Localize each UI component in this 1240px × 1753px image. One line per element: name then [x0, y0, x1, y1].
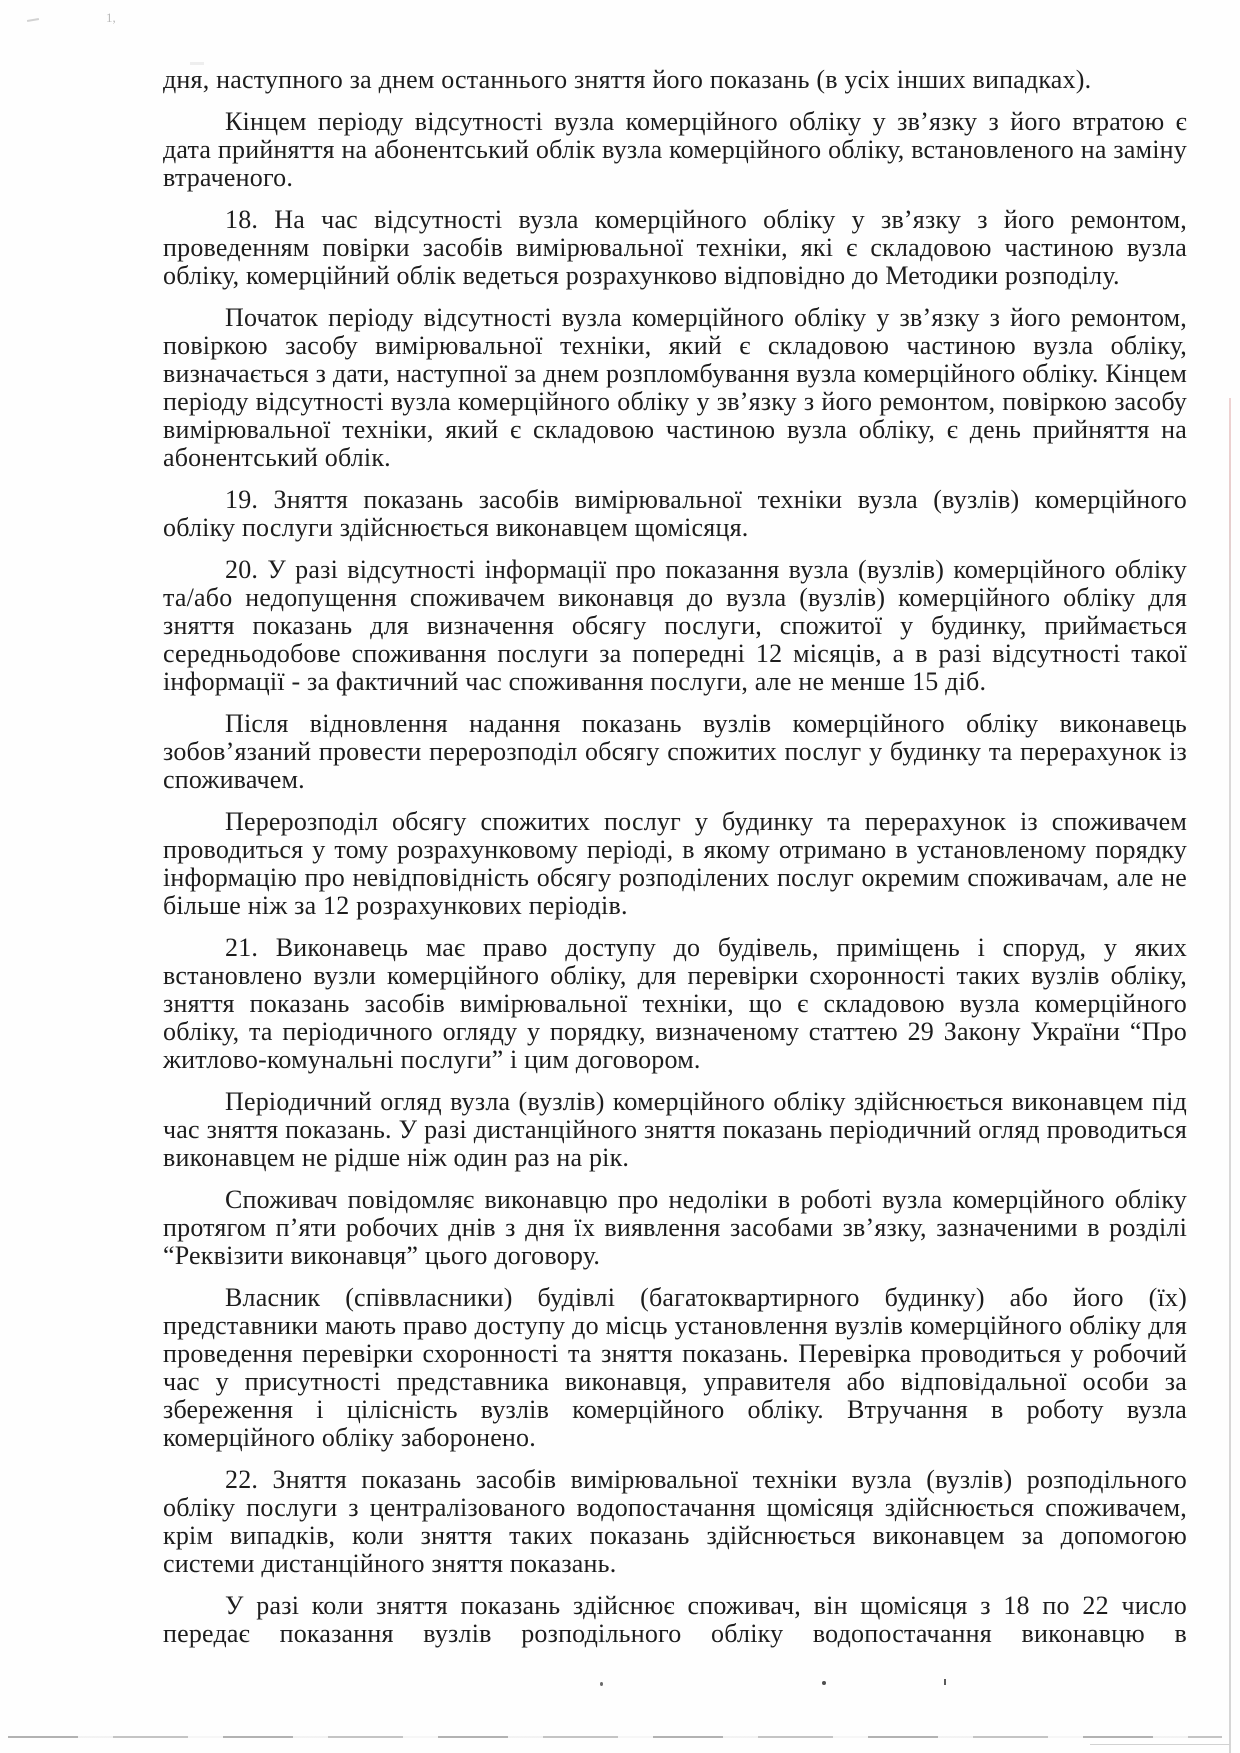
paragraph-clause-20: 20. У разі відсутності інформації про показання вузла (вузлів) комерційного обліку та/або недопущення споживачем виконавця до вузла (вузлів) комерційного обліку для зняття показань для визначення обсягу послуги, спожитої у будинку, приймається середньодобове споживання послуги за попередні 12 місяців, а в разі відсутності такої інформації - за фактичний час споживання послуги, але не менше 15 діб.: [163, 555, 1187, 696]
scan-smudge-icon: [27, 18, 39, 22]
paragraph-clause-18: 18. На час відсутності вузла комерційного обліку у зв’язку з його ремонтом, проведенням повірки засобів вимірювальної техніки, які є складовою частиною вузла обліку, комерційний облік ведеться розрахунково відповідно до Методики розподілу.: [163, 205, 1187, 290]
paragraph-clause-21: 21. Виконавець має право доступу до будівель, приміщень і споруд, у яких встановлено вузли комерційного обліку, для перевірки схоронності таких вузлів обліку, зняття показань засобів вимірювальної техніки, що є складовою вузла комерційного обліку, та періодичного огляду у порядку, визначеному статтею 29 Закону України “Про житлово-комунальні послуги” і цим договором.: [163, 933, 1187, 1074]
scan-edge-line: [1229, 398, 1231, 1753]
scan-speck: [600, 1682, 603, 1686]
paragraph: Після відновлення надання показань вузлів комерційного обліку виконавець зобов’язаний провести перерозподіл обсягу спожитих послуг у будинку та перерахунок із споживачем.: [163, 709, 1187, 794]
paragraph: Кінцем періоду відсутності вузла комерційного обліку у зв’язку з його втратою є дата прийняття на абонентський облік вузла комерційного обліку, встановленого на заміну втраченого.: [163, 107, 1187, 192]
scan-speck: [822, 1681, 826, 1685]
scan-speck: [944, 1679, 946, 1685]
scan-bottom-line: [1090, 1744, 1230, 1745]
paragraph: Власник (співвласники) будівлі (багатоквартирного будинку) або його (їх) представники мають право доступу до місць установлення вузлів комерційного обліку для проведення перевірки схоронності та зняття показань. Перевірка проводиться у робочий час у присутності представника виконавця, управителя або відповідальної особи за збереження і цілісність вузлів комерційного обліку. Втручання в роботу вузла комерційного обліку заборонено.: [163, 1283, 1187, 1452]
paragraph: Споживач повідомляє виконавцю про недоліки в роботі вузла комерційного обліку протягом п’яти робочих днів з дня їх виявлення засобами зв’язку, зазначеними в розділі “Реквізити виконавця” цього договору.: [163, 1185, 1187, 1270]
contract-text-block: [163, 66, 1187, 1662]
paragraph: Періодичний огляд вузла (вузлів) комерційного обліку здійснюється виконавцем під час зняття показань. У разі дистанційного зняття показань періодичний огляд проводиться виконавцем не рідше ніж один раз на рік.: [163, 1087, 1187, 1172]
paragraph: Перерозподіл обсягу спожитих послуг у будинку та перерахунок із споживачем проводиться у тому розрахунковому періоді, в якому отримано в установленому порядку інформацію про невідповідність обсягу розподілених послуг окремим споживачам, але не більше ніж за 12 розрахункових періодів.: [163, 807, 1187, 920]
paragraph: Початок періоду відсутності вузла комерційного обліку у зв’язку з його ремонтом, повіркою засобу вимірювальної техніки, який є складовою частиною вузла обліку, визначається з дати, наступної за днем розпломбування вузла комерційного обліку. Кінцем періоду відсутності вузла комерційного обліку у зв’язку з його ремонтом, повіркою засобу вимірювальної техніки, який є складовою частиною вузла обліку, є день прийняття на абонентський облік.: [163, 303, 1187, 472]
scan-pencil-mark: 1,: [106, 10, 116, 25]
scan-bottom-line: [8, 1736, 1222, 1738]
paragraph-clause-19: 19. Зняття показань засобів вимірювальної техніки вузла (вузлів) комерційного обліку послуги здійснюється виконавцем щомісяця.: [163, 485, 1187, 542]
paragraph-continuation: дня, наступного за днем останнього зняття його показань (в усіх інших випадках).: [163, 65, 1092, 94]
paragraph-continuation-cutoff: У разі коли зняття показань здійснює споживач, він щомісяця з 18 по 22 число передає показання вузлів розподільного обліку водопостачання виконавцю в: [163, 1591, 1187, 1648]
paragraph-clause-22: 22. Зняття показань засобів вимірювальної техніки вузла (вузлів) розподільного обліку послуги з централізованого водопостачання щомісяця здійснюється споживачем, крім випадків, коли зняття таких показань здійснюється виконавцем за допомогою системи дистанційного зняття показань.: [163, 1465, 1187, 1578]
